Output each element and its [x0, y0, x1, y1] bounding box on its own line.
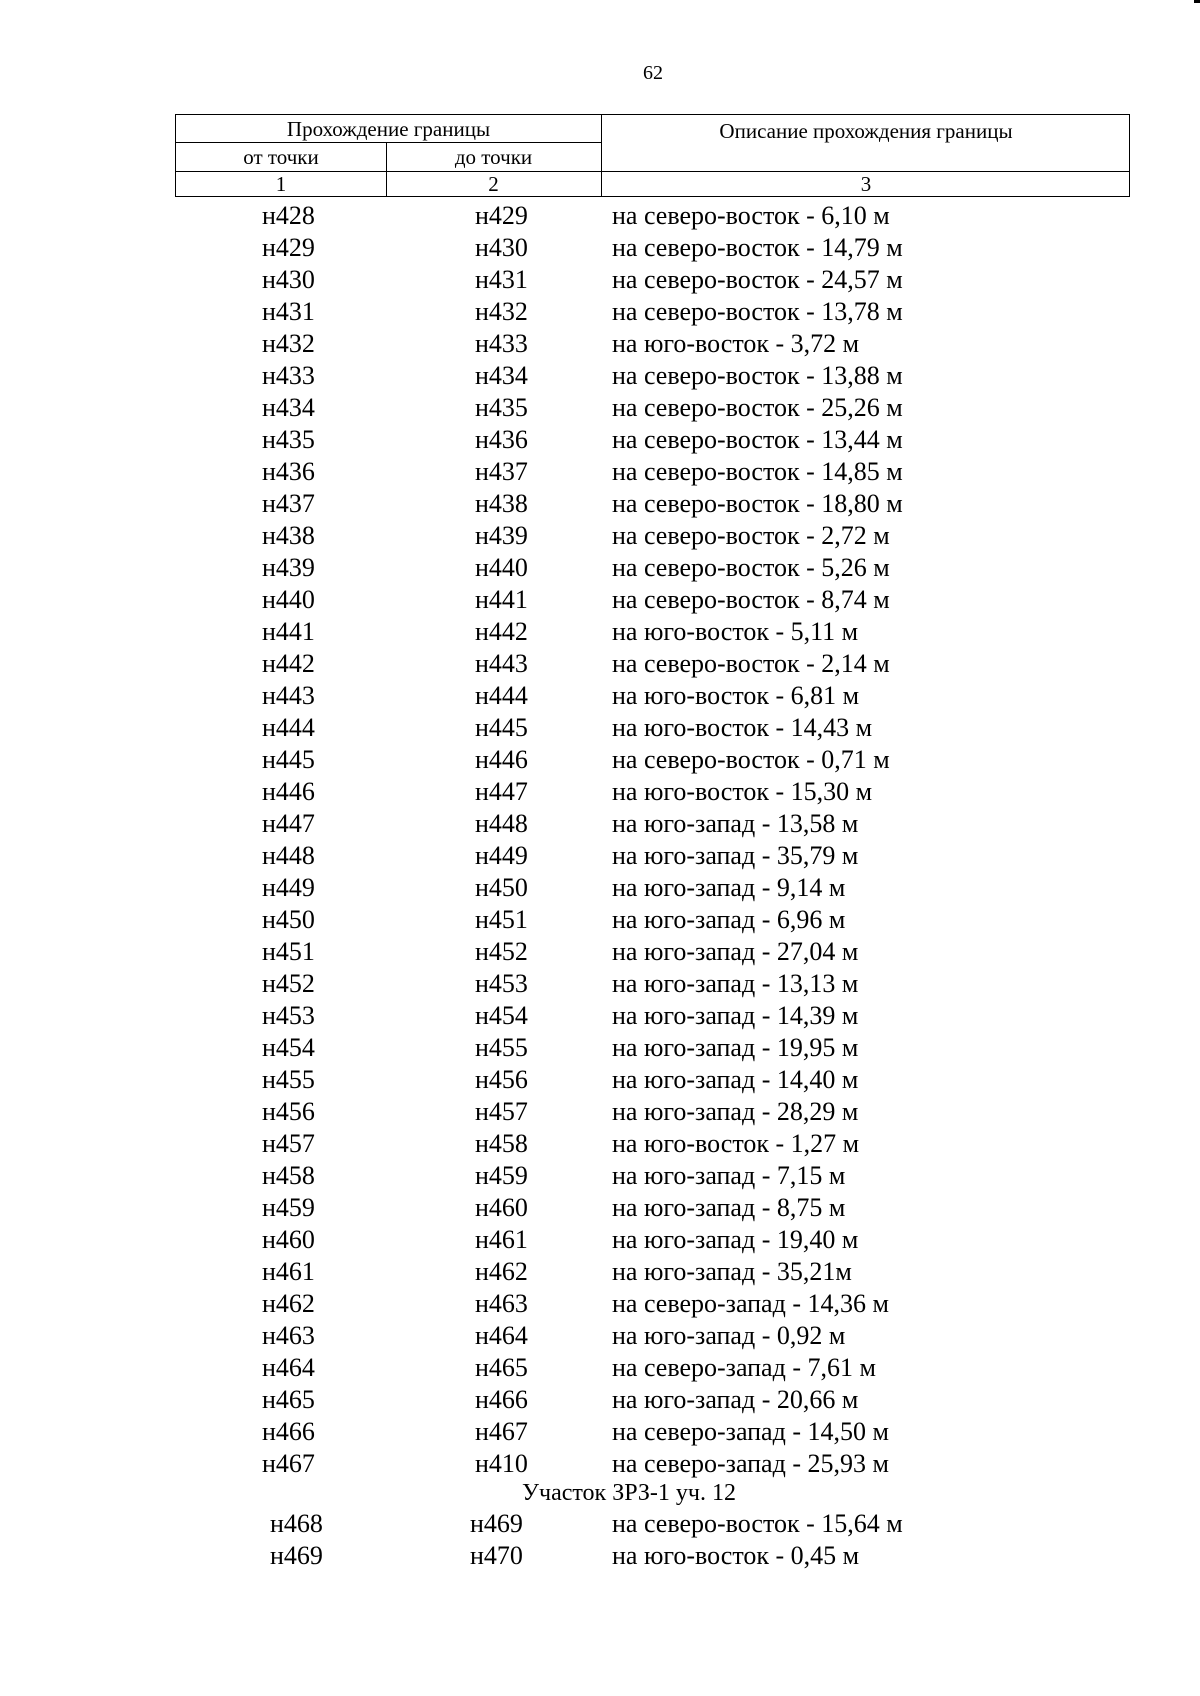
table-row [0, 1288, 1200, 1320]
table-row [0, 1416, 1200, 1448]
to-point: н455 [475, 1033, 528, 1062]
to-point: н449 [475, 841, 528, 870]
boundary-description: на юго-восток - 14,43 м [612, 713, 873, 742]
to-point: н456 [475, 1065, 528, 1094]
table-row [0, 1540, 1200, 1572]
table-row [0, 744, 1200, 776]
to-point: н448 [475, 809, 528, 838]
boundary-description: на юго-запад - 19,95 м [612, 1033, 859, 1062]
to-point: н458 [475, 1129, 528, 1158]
boundary-description: на северо-восток - 2,14 м [612, 649, 890, 678]
table-row [0, 1096, 1200, 1128]
to-point: н435 [475, 393, 528, 422]
from-point: н441 [262, 617, 315, 646]
to-point: н438 [475, 489, 528, 518]
to-point: н432 [475, 297, 528, 326]
to-point: н463 [475, 1289, 528, 1318]
boundary-description: на юго-восток - 3,72 м [612, 329, 860, 358]
from-point: н445 [262, 745, 315, 774]
boundary-description: на юго-запад - 20,66 м [612, 1385, 859, 1414]
from-point: н453 [262, 1001, 315, 1030]
from-point: н444 [262, 713, 315, 742]
table-row [0, 200, 1200, 232]
table-row [0, 392, 1200, 424]
boundary-description: на юго-запад - 13,13 м [612, 969, 859, 998]
boundary-description: на северо-запад - 7,61 м [612, 1353, 876, 1382]
boundary-description: на юго-запад - 9,14 м [612, 873, 846, 902]
from-point: н467 [262, 1449, 315, 1478]
boundary-description: на северо-восток - 0,71 м [612, 745, 890, 774]
table-row [0, 1352, 1200, 1384]
to-point: н459 [475, 1161, 528, 1190]
table-row [0, 1256, 1200, 1288]
to-point: н433 [475, 329, 528, 358]
from-point: н439 [262, 553, 315, 582]
from-point: н431 [262, 297, 315, 326]
to-point: н462 [475, 1257, 528, 1286]
table-row [0, 360, 1200, 392]
boundary-description: на юго-запад - 14,40 м [612, 1065, 859, 1094]
table-row [0, 424, 1200, 456]
from-point: н461 [262, 1257, 315, 1286]
boundary-description: на юго-запад - 35,79 м [612, 841, 859, 870]
boundary-description: на северо-восток - 18,80 м [612, 489, 903, 518]
from-point: н469 [270, 1541, 323, 1570]
to-point: н470 [470, 1541, 523, 1570]
to-point: н443 [475, 649, 528, 678]
table-row [0, 1032, 1200, 1064]
header-description-label: Описание прохождения границы [719, 119, 1013, 143]
table-row [0, 232, 1200, 264]
table-row [0, 1448, 1200, 1480]
to-point: н469 [470, 1509, 523, 1538]
to-point: н466 [475, 1385, 528, 1414]
from-point: н436 [262, 457, 315, 486]
from-point: н448 [262, 841, 315, 870]
to-point: н467 [475, 1417, 528, 1446]
to-point: н464 [475, 1321, 528, 1350]
table-row [0, 616, 1200, 648]
table-row [0, 840, 1200, 872]
table-row [0, 456, 1200, 488]
from-point: н433 [262, 361, 315, 390]
boundary-description: на северо-запад - 25,93 м [612, 1449, 889, 1478]
table-row [0, 1000, 1200, 1032]
table-row [0, 648, 1200, 680]
boundary-description: на северо-восток - 14,85 м [612, 457, 903, 486]
from-point: н443 [262, 681, 315, 710]
to-point: н442 [475, 617, 528, 646]
boundary-description: на юго-восток - 1,27 м [612, 1129, 860, 1158]
table-row [0, 808, 1200, 840]
boundary-description: на северо-запад - 14,50 м [612, 1417, 889, 1446]
from-point: н454 [262, 1033, 315, 1062]
table-row [0, 872, 1200, 904]
boundary-description: на северо-восток - 13,78 м [612, 297, 903, 326]
to-point: н437 [475, 457, 528, 486]
from-point: н442 [262, 649, 315, 678]
table-row [0, 1224, 1200, 1256]
to-point: н447 [475, 777, 528, 806]
table-row [0, 488, 1200, 520]
table-row [0, 936, 1200, 968]
to-point: н457 [475, 1097, 528, 1126]
boundary-description: на юго-восток - 15,30 м [612, 777, 873, 806]
header-group-line [176, 142, 601, 143]
table-row [0, 1192, 1200, 1224]
boundary-description: на северо-восток - 8,74 м [612, 585, 890, 614]
to-point: н445 [475, 713, 528, 742]
table-row [0, 1064, 1200, 1096]
boundary-description: на северо-восток - 15,64 м [612, 1509, 903, 1538]
table-row [0, 712, 1200, 744]
scan-mark [1194, 0, 1200, 3]
boundary-description: на северо-восток - 14,79 м [612, 233, 903, 262]
boundary-description: на северо-восток - 24,57 м [612, 265, 903, 294]
header-col3-number: 3 [860, 172, 872, 196]
boundary-description: на юго-восток - 0,45 м [612, 1541, 860, 1570]
from-point: н437 [262, 489, 315, 518]
boundary-description: на юго-запад - 19,40 м [612, 1225, 859, 1254]
page-number: 62 [643, 62, 663, 84]
boundary-description: на юго-запад - 6,96 м [612, 905, 846, 934]
from-point: н438 [262, 521, 315, 550]
boundary-table-body [0, 200, 1200, 1572]
to-point: н430 [475, 233, 528, 262]
from-point: н455 [262, 1065, 315, 1094]
header-col1-number: 1 [275, 172, 287, 196]
table-row [0, 552, 1200, 584]
to-point: н454 [475, 1001, 528, 1030]
from-point: н435 [262, 425, 315, 454]
to-point: н444 [475, 681, 528, 710]
from-point: н430 [262, 265, 315, 294]
boundary-description: на северо-восток - 13,88 м [612, 361, 903, 390]
from-point: н428 [262, 201, 315, 230]
boundary-description: на юго-запад - 8,75 м [612, 1193, 846, 1222]
from-point: н432 [262, 329, 315, 358]
boundary-description: на северо-восток - 13,44 м [612, 425, 903, 454]
from-point: н434 [262, 393, 315, 422]
to-point: н429 [475, 201, 528, 230]
table-row [0, 520, 1200, 552]
boundary-description: на северо-восток - 2,72 м [612, 521, 890, 550]
from-point: н452 [262, 969, 315, 998]
to-point: н431 [475, 265, 528, 294]
table-row [0, 776, 1200, 808]
from-point: н447 [262, 809, 315, 838]
from-point: н468 [270, 1509, 323, 1538]
table-row [0, 904, 1200, 936]
table-row [0, 1160, 1200, 1192]
boundary-description: на юго-запад - 7,15 м [612, 1161, 846, 1190]
to-point: н453 [475, 969, 528, 998]
to-point: н461 [475, 1225, 528, 1254]
from-point: н462 [262, 1289, 315, 1318]
to-point: н446 [475, 745, 528, 774]
from-point: н459 [262, 1193, 315, 1222]
boundary-description: на северо-запад - 14,36 м [612, 1289, 889, 1318]
from-point: н446 [262, 777, 315, 806]
table-row [0, 680, 1200, 712]
to-point: н436 [475, 425, 528, 454]
boundary-description: на юго-запад - 35,21м [612, 1257, 852, 1286]
boundary-description: на юго-запад - 14,39 м [612, 1001, 859, 1030]
table-row [0, 1384, 1200, 1416]
table-row [0, 1320, 1200, 1352]
header-number-line [176, 171, 1129, 172]
to-point: н439 [475, 521, 528, 550]
to-point: н434 [475, 361, 528, 390]
boundary-description: на северо-восток - 5,26 м [612, 553, 890, 582]
from-point: н450 [262, 905, 315, 934]
header-from-label: от точки [243, 145, 319, 169]
from-point: н440 [262, 585, 315, 614]
to-point: н450 [475, 873, 528, 902]
table-header [175, 114, 1130, 197]
from-point: н466 [262, 1417, 315, 1446]
to-point: н465 [475, 1353, 528, 1382]
boundary-description: на юго-восток - 6,81 м [612, 681, 860, 710]
from-point: н460 [262, 1225, 315, 1254]
boundary-description: на юго-запад - 28,29 м [612, 1097, 859, 1126]
table-row [0, 328, 1200, 360]
header-col2-number: 2 [488, 172, 499, 196]
from-point: н456 [262, 1097, 315, 1126]
section-title: Участок ЗРЗ-1 уч. 12 [522, 1480, 736, 1506]
table-row [0, 264, 1200, 296]
to-point: н451 [475, 905, 528, 934]
from-point: н429 [262, 233, 315, 262]
from-point: н463 [262, 1321, 315, 1350]
to-point: н460 [475, 1193, 528, 1222]
table-row [0, 1508, 1200, 1540]
to-point: н410 [475, 1449, 528, 1478]
from-point: н465 [262, 1385, 315, 1414]
table-row [0, 584, 1200, 616]
header-group-label: Прохождение границы [286, 117, 491, 141]
boundary-description: на северо-восток - 25,26 м [612, 393, 903, 422]
header-to-label: до точки [454, 145, 533, 169]
from-point: н449 [262, 873, 315, 902]
from-point: н451 [262, 937, 315, 966]
from-point: н457 [262, 1129, 315, 1158]
table-row [0, 296, 1200, 328]
to-point: н441 [475, 585, 528, 614]
from-point: н458 [262, 1161, 315, 1190]
to-point: н440 [475, 553, 528, 582]
from-point: н464 [262, 1353, 315, 1382]
boundary-description: на юго-запад - 0,92 м [612, 1321, 846, 1350]
boundary-description: на юго-запад - 13,58 м [612, 809, 859, 838]
boundary-description: на юго-восток - 5,11 м [612, 617, 859, 646]
table-row [0, 1128, 1200, 1160]
boundary-description: на северо-восток - 6,10 м [612, 201, 890, 230]
boundary-description: на юго-запад - 27,04 м [612, 937, 859, 966]
table-row [0, 968, 1200, 1000]
to-point: н452 [475, 937, 528, 966]
